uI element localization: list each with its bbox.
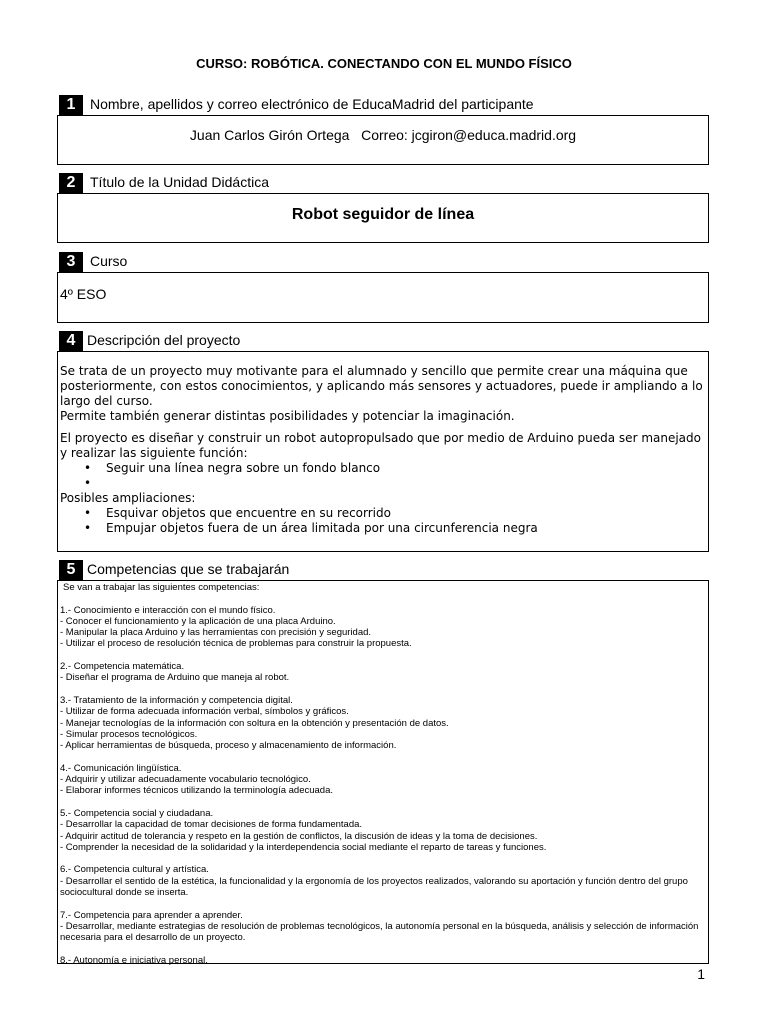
section-label: Curso xyxy=(90,253,128,269)
competency-item: - Conocer el funcionamiento y la aplicación de una placa Arduino. xyxy=(60,615,336,627)
competency-title: 2.- Competencia matemática. xyxy=(60,661,185,673)
competency-item: - Desarrollar la capacidad de tomar decisiones de forma fundamentada. xyxy=(60,819,363,831)
description-paragraph: Permite también generar distintas posibilidades y potenciar la imaginación. xyxy=(60,409,515,423)
competency-item: - Adquirir y utilizar adecuadamente vocabulario tecnológico. xyxy=(60,774,311,786)
competency-item: - Manipular la placa Arduino y las herramientas con precisión y seguridad. xyxy=(60,627,372,639)
competency-item: - Adquirir actitud de tolerancia y respeto en la gestión de conflictos, la discusión de ideas y la toma de decisiones. xyxy=(60,830,538,842)
competency-item: - Aplicar herramientas de búsqueda, proceso y almacenamiento de información. xyxy=(60,740,397,752)
course-box xyxy=(57,272,709,323)
list-item: • Seguir una línea negra sobre un fondo blanco xyxy=(60,461,704,476)
competency-title: 5.- Competencia social y ciudadana. xyxy=(60,807,214,819)
competency-item: - Desarrollar el sentido de la estética, la funcionalidad y la ergonomía de los proyectos realizados, valorando su aportación y función dentro del grupo sociocultural donde se inserta. xyxy=(60,875,688,899)
unit-title: Robot seguidor de línea xyxy=(291,206,475,223)
list-item xyxy=(60,476,704,491)
section-label: Nombre, apellidos y correo electrónico de EducaMadrid del participante xyxy=(90,96,534,112)
section-label: Descripción del proyecto xyxy=(87,332,241,348)
competency-item: - Manejar tecnologías de la información con soltura en la obtención y presentación de datos. xyxy=(60,717,449,729)
competency-title: 7.- Competencia para aprender a aprender. xyxy=(60,909,243,921)
participant-info: Juan Carlos Girón Ortega Correo: jcgiron@educa.madrid.org xyxy=(189,127,577,143)
competency-title: 3.- Tratamiento de la información y competencia digital. xyxy=(60,694,293,706)
competency-title: 6.- Competencia cultural y artística. xyxy=(60,864,209,876)
description-body xyxy=(58,352,708,536)
competencies-box xyxy=(57,580,709,964)
page-number: 1 xyxy=(697,966,705,982)
competency-item: - Desarrollar, mediante estrategias de resolución de problemas tecnológicos, la autonomía personal en la búsqueda, análisis y selección de información necesaria para el desarrollo de un proyecto. xyxy=(60,920,699,944)
section-number: 4 xyxy=(59,331,83,351)
competencies-body xyxy=(58,581,708,966)
section-label: Título de la Unidad Didáctica xyxy=(90,174,269,190)
competency-title: 1.- Conocimiento e interacción con el mundo físico. xyxy=(60,604,276,616)
extensions-list xyxy=(60,506,704,536)
unit-title-box xyxy=(57,193,709,243)
competency-title: 4.- Comunicación lingüística. xyxy=(60,762,182,774)
list-item: • Empujar objetos fuera de un área limitada por una circunferencia negra xyxy=(60,521,704,536)
competencies-intro: Se van a trabajar las siguientes competencias: xyxy=(63,582,260,593)
section-label: Competencias que se trabajarán xyxy=(87,561,290,577)
participant-box xyxy=(57,115,709,165)
list-item: • Esquivar objetos que encuentre en su recorrido xyxy=(60,506,704,521)
competency-item: - Simular procesos tecnológicos. xyxy=(60,728,198,740)
competency-item: - Utilizar de forma adecuada información verbal, símbolos y gráficos. xyxy=(60,706,349,718)
section-number: 3 xyxy=(59,252,83,272)
description-box xyxy=(57,351,709,552)
description-paragraph: El proyecto es diseñar y construir un robot autopropulsado que por medio de Arduino pueda ser manejado y realizar las siguiente función: xyxy=(60,431,701,460)
function-list xyxy=(60,461,704,491)
competency-item: - Comprender la necesidad de la solidaridad y la interdependencia social mediante el reparto de tareas y funciones. xyxy=(60,841,547,853)
description-paragraph: Se trata de un proyecto muy motivante para el alumnado y sencillo que permite crear una máquina que posteriormente, con estos conocimientos, y aplicando más sensores y actuadores, puede ir ampliando a lo largo del curso. xyxy=(60,364,703,408)
document-title: CURSO: ROBÓTICA. CONECTANDO CON EL MUNDO FÍSICO xyxy=(196,56,572,71)
competency-title: 8.- Autonomía e iniciativa personal. xyxy=(60,954,208,966)
competency-item: - Utilizar el proceso de resolución técnica de problemas para construir la propuesta. xyxy=(60,638,412,650)
section-number: 2 xyxy=(59,173,83,193)
competency-item: - Diseñar el programa de Arduino que maneja al robot. xyxy=(60,672,290,684)
description-paragraph: Posibles ampliaciones: xyxy=(60,491,196,505)
competency-item: - Elaborar informes técnicos utilizando la terminología adecuada. xyxy=(60,785,334,797)
section-number: 1 xyxy=(59,95,83,115)
section-number: 5 xyxy=(59,560,83,580)
course-value: 4º ESO xyxy=(60,286,107,302)
